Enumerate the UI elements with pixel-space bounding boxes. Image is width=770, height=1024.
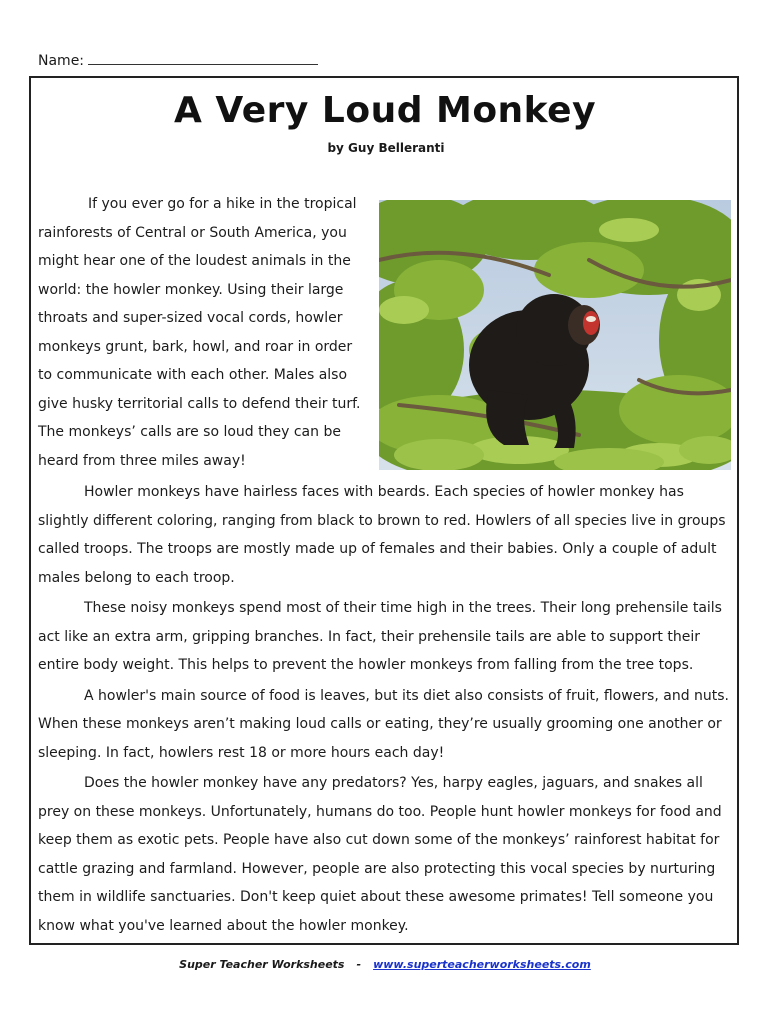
paragraph-5: Does the howler monkey have any predators? Yes, harpy eagles, jaguars, and snakes all prey on these monkeys. Unfortunately, humans do too. People hunt howler monkeys for food and keep them as exotic pets. People have also cut down some of the monkeys’ rainforest habitat for cattle grazing and farmland. However, people are also protecting this vocal species by nurturing them in wildlife sanctuaries. Don't keep quiet about these awesome primates! Tell someone you know what you've learned about the howler monkey. — [38, 775, 722, 934]
article-byline: by Guy Belleranti — [327, 141, 445, 155]
footer-url-link[interactable]: www.superteacherworksheets.com — [373, 958, 591, 971]
page-footer — [0, 958, 770, 971]
article-title: A Very Loud Monkey — [173, 90, 597, 131]
paragraph-3: These noisy monkeys spend most of their time high in the trees. Their long prehensile tails act like an extra arm, gripping branches. In fact, their prehensile tails are able to support their entire body weight. This helps to prevent the howler monkeys from falling from the tree tops. — [38, 600, 722, 673]
name-field-row — [38, 50, 318, 69]
footer-separator: - — [356, 958, 362, 971]
paragraph-4: A howler's main source of food is leaves, but its diet also consists of fruit, flowers, and nuts. When these monkeys aren’t making loud calls or eating, they’re usually grooming one another or sleeping. In fact, howlers rest 18 or more hours each day! — [38, 687, 730, 761]
paragraph-1: If you ever go for a hike in the tropical rainforests of Central or South America, you might hear one of the loudest animals in the world: the howler monkey. Using their large throats and super-sized vocal cords, howler monkeys grunt, bark, howl, and roar in order to communicate with each other. Males also give husky territorial calls to defend their turf. The monkeys’ calls are so loud they can be heard from three miles away! — [38, 196, 361, 469]
article-body — [38, 478, 730, 942]
footer-brand: Super Teacher Worksheets — [179, 958, 345, 971]
name-blank-line[interactable] — [88, 50, 318, 65]
name-label: Name: — [38, 53, 85, 69]
paragraph-2: Howler monkeys have hairless faces with beards. Each species of howler monkey has slightly different coloring, ranging from black to brown to red. Howlers of all species live in groups called troops. The troops are mostly made up of females and their babies. Only a couple of adult males belong to each troop. — [38, 484, 726, 586]
howler-monkey-photo — [379, 200, 731, 470]
